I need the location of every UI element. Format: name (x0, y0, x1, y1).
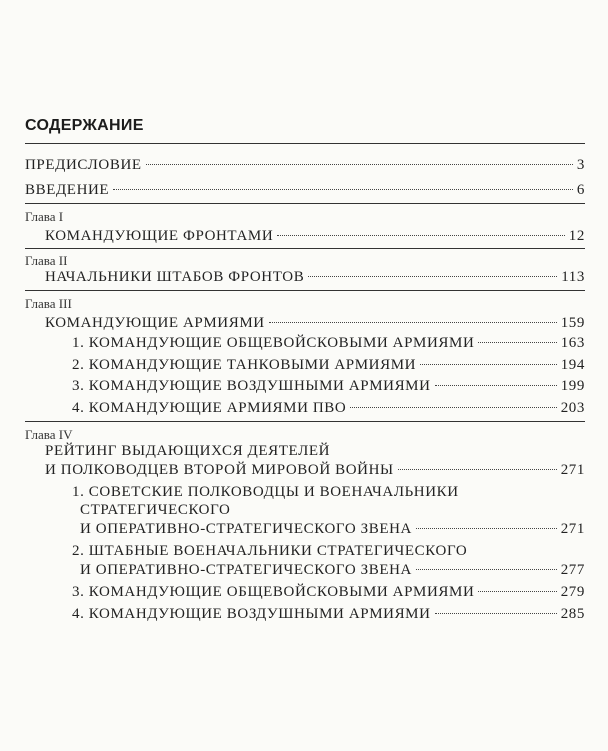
toc-entry-section (72, 377, 585, 395)
page-number: 285 (560, 606, 585, 622)
dot-leader (398, 469, 557, 470)
entry-label: ВВЕДЕНИЕ (25, 182, 110, 198)
toc-entry-section (80, 561, 585, 579)
chapter-label: Глава II (25, 253, 68, 268)
dot-leader (435, 385, 557, 386)
toc-entry-section (72, 583, 585, 601)
section-title-line: 1. СОВЕТСКИЕ ПОЛКОВОДЦЫ И ВОЕНАЧАЛЬНИКИ (72, 484, 459, 500)
entry-label: И ОПЕРАТИВНО-СТРАТЕГИЧЕСКОГО ЗВЕНА (80, 521, 412, 537)
page-number: 3 (576, 157, 585, 173)
page-number: 6 (576, 182, 585, 198)
toc-entry-section (72, 334, 585, 352)
section-rule (25, 248, 585, 249)
dot-leader (416, 528, 557, 529)
entry-label: 3. КОМАНДУЮЩИЕ ОБЩЕВОЙСКОВЫМИ АРМИЯМИ (72, 584, 475, 600)
toc-entry-section (72, 356, 585, 374)
toc-entry-preface (25, 156, 585, 174)
dot-leader (420, 364, 557, 365)
chapter-label: Глава I (25, 209, 64, 224)
page-number: 163 (560, 335, 585, 351)
entry-label: И ОПЕРАТИВНО-СТРАТЕГИЧЕСКОГО ЗВЕНА (80, 562, 412, 578)
dot-leader (435, 613, 557, 614)
toc-heading: СОДЕРЖАНИЕ (25, 117, 144, 134)
toc-entry-chapter-2 (45, 268, 585, 286)
toc-entry-chapter-4 (45, 461, 585, 479)
page-number: 113 (561, 269, 585, 285)
dot-leader (146, 164, 573, 165)
chapter-title-line: РЕЙТИНГ ВЫДАЮЩИХСЯ ДЕЯТЕЛЕЙ (45, 443, 331, 459)
section-rule (25, 203, 585, 204)
dot-leader (350, 407, 556, 408)
page-number: 271 (560, 521, 585, 537)
page-number: 271 (560, 462, 585, 478)
entry-label: 4. КОМАНДУЮЩИЕ АРМИЯМИ ПВО (72, 400, 347, 416)
chapter-label: Глава III (25, 296, 72, 311)
entry-label: ПРЕДИСЛОВИЕ (25, 157, 142, 173)
page-number: 159 (560, 315, 585, 331)
section-title-line: СТРАТЕГИЧЕСКОГО (80, 502, 231, 518)
page-number: 194 (560, 357, 585, 373)
section-title-line: 2. ШТАБНЫЕ ВОЕНАЧАЛЬНИКИ СТРАТЕГИЧЕСКОГО (72, 543, 468, 559)
entry-label: КОМАНДУЮЩИЕ АРМИЯМИ (45, 315, 265, 331)
toc-entry-intro (25, 181, 585, 199)
page-number: 277 (560, 562, 585, 578)
toc-entry-chapter-3 (45, 314, 585, 332)
entry-label: И ПОЛКОВОДЦЕВ ВТОРОЙ МИРОВОЙ ВОЙНЫ (45, 462, 394, 478)
toc-entry-chapter-1 (45, 227, 585, 245)
entry-label: НАЧАЛЬНИКИ ШТАБОВ ФРОНТОВ (45, 269, 305, 285)
dot-leader (308, 276, 557, 277)
page-number: 12 (568, 228, 585, 244)
toc-entry-section (72, 399, 585, 417)
page-number: 203 (560, 400, 585, 416)
dot-leader (277, 235, 565, 236)
chapter-label: Глава IV (25, 427, 73, 442)
entry-label: КОМАНДУЮЩИЕ ФРОНТАМИ (45, 228, 274, 244)
entry-label: 3. КОМАНДУЮЩИЕ ВОЗДУШНЫМИ АРМИЯМИ (72, 378, 431, 394)
section-rule (25, 290, 585, 291)
dot-leader (478, 591, 556, 592)
dot-leader (416, 569, 557, 570)
entry-label: 4. КОМАНДУЮЩИЕ ВОЗДУШНЫМИ АРМИЯМИ (72, 606, 431, 622)
toc-entry-section (72, 605, 585, 623)
heading-rule (25, 143, 585, 144)
dot-leader (478, 342, 556, 343)
entry-label: 1. КОМАНДУЮЩИЕ ОБЩЕВОЙСКОВЫМИ АРМИЯМИ (72, 335, 475, 351)
section-rule (25, 421, 585, 422)
entry-label: 2. КОМАНДУЮЩИЕ ТАНКОВЫМИ АРМИЯМИ (72, 357, 417, 373)
dot-leader (269, 322, 557, 323)
toc-entry-section (80, 520, 585, 538)
dot-leader (113, 189, 573, 190)
page-number: 279 (560, 584, 585, 600)
page-number: 199 (560, 378, 585, 394)
